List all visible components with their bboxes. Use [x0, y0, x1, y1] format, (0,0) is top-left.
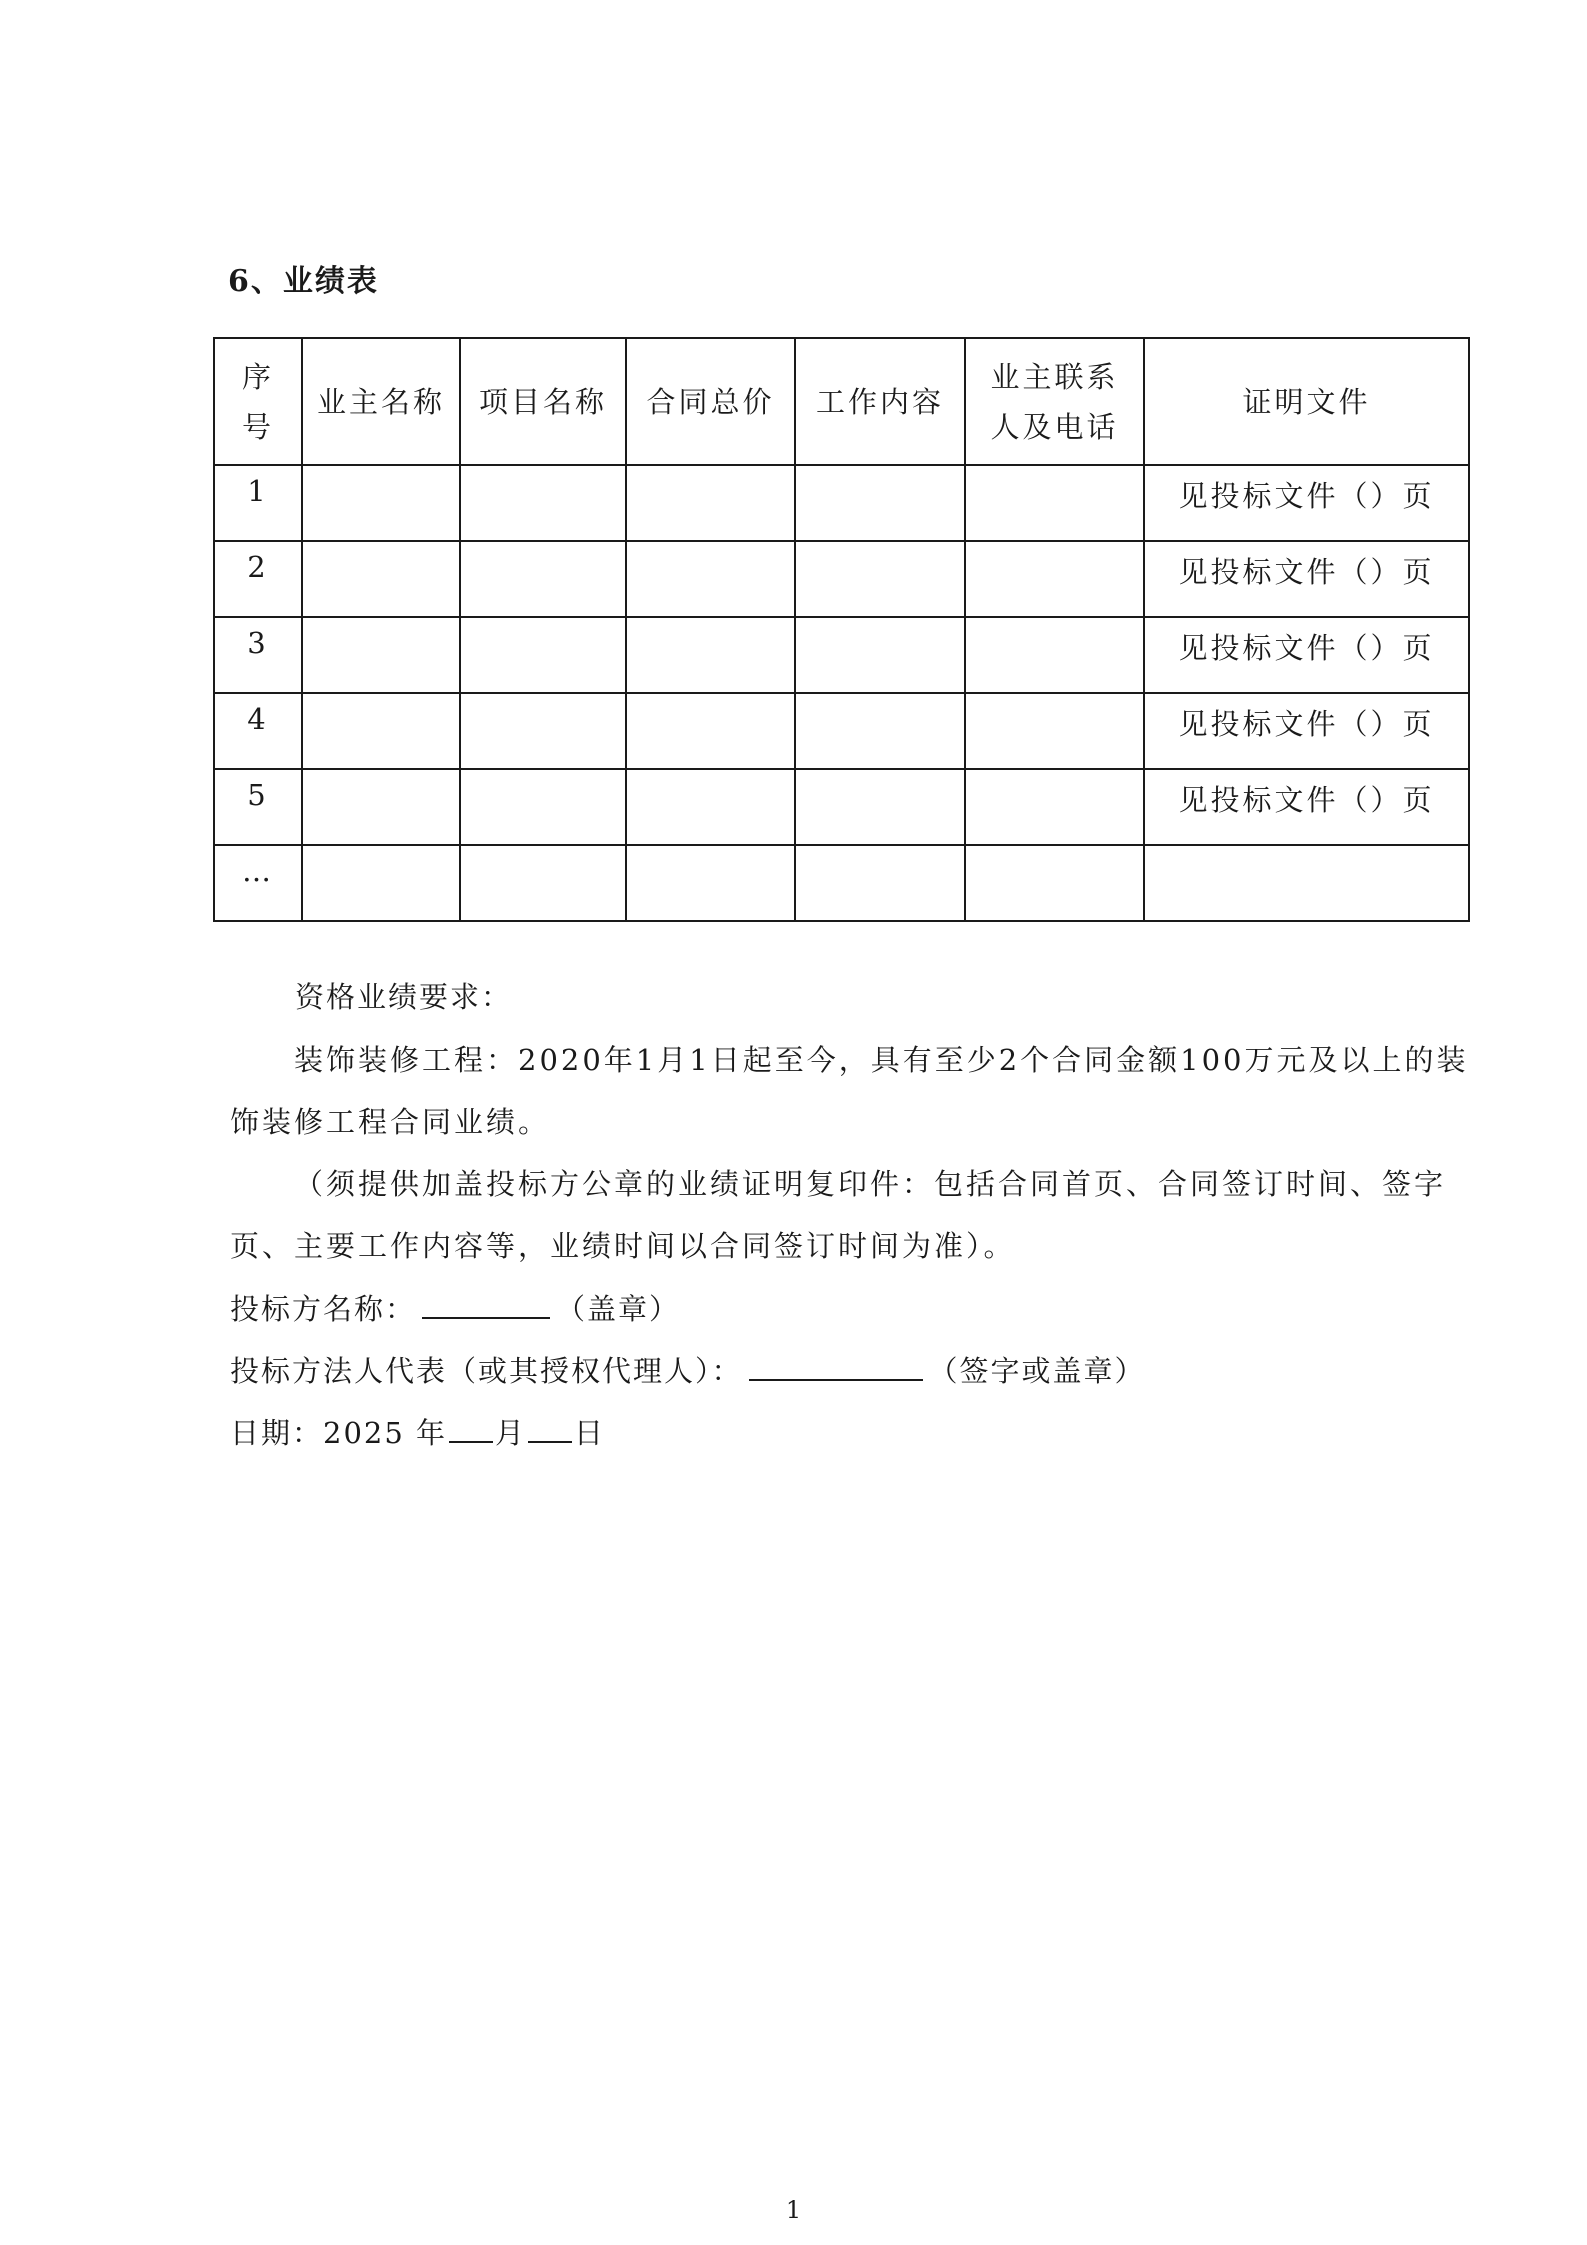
cell-project-name — [460, 541, 626, 617]
cell-owner-contact — [965, 541, 1144, 617]
table-row — [214, 845, 1469, 921]
cell-contract-total — [626, 465, 795, 541]
cell-owner-contact — [965, 465, 1144, 541]
cell-seq: 2 — [214, 541, 302, 617]
header-seq — [214, 338, 302, 465]
cell-work-content — [795, 845, 965, 921]
header-project-name: 项目名称 — [460, 338, 626, 465]
date-label: 日期：2025 年 — [230, 1416, 448, 1450]
cell-project-name — [460, 769, 626, 845]
cell-seq: 3 — [214, 617, 302, 693]
performance-table — [213, 337, 1470, 922]
cell-owner-contact — [965, 617, 1144, 693]
section-title: 6、业绩表 — [228, 264, 379, 299]
table-header-row — [214, 338, 1469, 465]
cell-owner-name — [302, 693, 460, 769]
cell-owner-contact — [965, 845, 1144, 921]
month-blank[interactable] — [449, 1411, 493, 1443]
cell-work-content — [795, 541, 965, 617]
header-seq-line2: 号 — [241, 409, 274, 444]
date-line — [230, 1402, 605, 1464]
day-label: 日 — [574, 1416, 606, 1450]
cell-proof-document: 见投标文件（）页 — [1144, 465, 1469, 541]
cell-project-name — [460, 845, 626, 921]
cell-owner-contact — [965, 693, 1144, 769]
cell-contract-total — [626, 693, 795, 769]
cell-project-name — [460, 693, 626, 769]
cell-proof-document — [1144, 845, 1469, 921]
header-contact-line2: 人及电话 — [990, 409, 1119, 444]
legal-rep-blank[interactable] — [749, 1349, 923, 1381]
bidder-name-label: 投标方名称： — [230, 1292, 417, 1326]
cell-project-name — [460, 465, 626, 541]
bidder-seal-note: （盖章） — [556, 1292, 681, 1326]
cell-seq: 5 — [214, 769, 302, 845]
day-blank[interactable] — [528, 1411, 572, 1443]
cell-contract-total — [626, 769, 795, 845]
table-row — [214, 465, 1469, 541]
legal-rep-line — [230, 1340, 1146, 1402]
cell-proof-document: 见投标文件（）页 — [1144, 693, 1469, 769]
table-row — [214, 693, 1469, 769]
cell-proof-document: 见投标文件（）页 — [1144, 541, 1469, 617]
header-owner-contact — [965, 338, 1144, 465]
month-label: 月 — [495, 1416, 527, 1450]
bidder-name-blank[interactable] — [422, 1287, 550, 1319]
table-row — [214, 617, 1469, 693]
cell-work-content — [795, 617, 965, 693]
table-row — [214, 769, 1469, 845]
bidder-name-line — [230, 1278, 680, 1340]
cell-owner-name — [302, 845, 460, 921]
cell-proof-document: 见投标文件（）页 — [1144, 617, 1469, 693]
requirements-note: （须提供加盖投标方公章的业绩证明复印件：包括合同首页、合同签订时间、签字页、主要工作内容等，业绩时间以合同签订时间为准）。 — [230, 1167, 1447, 1263]
cell-proof-document: 见投标文件（）页 — [1144, 769, 1469, 845]
cell-owner-contact — [965, 769, 1144, 845]
cell-seq: 1 — [214, 465, 302, 541]
cell-project-name — [460, 617, 626, 693]
cell-work-content — [795, 769, 965, 845]
cell-work-content — [795, 465, 965, 541]
cell-owner-name — [302, 617, 460, 693]
requirements-heading: 资格业绩要求： — [295, 980, 513, 1014]
cell-owner-name — [302, 541, 460, 617]
cell-owner-name — [302, 769, 460, 845]
cell-contract-total — [626, 845, 795, 921]
header-owner-name: 业主名称 — [302, 338, 460, 465]
page-number: 1 — [785, 2196, 802, 2224]
cell-seq: 4 — [214, 693, 302, 769]
cell-contract-total — [626, 617, 795, 693]
header-work-content: 工作内容 — [795, 338, 965, 465]
legal-rep-label: 投标方法人代表（或其授权代理人）： — [230, 1354, 743, 1388]
table-row — [214, 541, 1469, 617]
legal-rep-sign-note: （签字或盖章） — [928, 1354, 1146, 1388]
header-seq-line1: 序 — [241, 359, 274, 394]
cell-contract-total — [626, 541, 795, 617]
requirements-detail: 装饰装修工程：2020年1月1日起至今，具有至少2个合同金额100万元及以上的装饰装修工程合同业绩。 — [230, 1043, 1469, 1139]
cell-owner-name — [302, 465, 460, 541]
cell-work-content — [795, 693, 965, 769]
cell-seq: … — [214, 845, 302, 921]
header-contact-line1: 业主联系 — [990, 359, 1119, 394]
header-contract-total: 合同总价 — [626, 338, 795, 465]
header-proof-document: 证明文件 — [1144, 338, 1469, 465]
